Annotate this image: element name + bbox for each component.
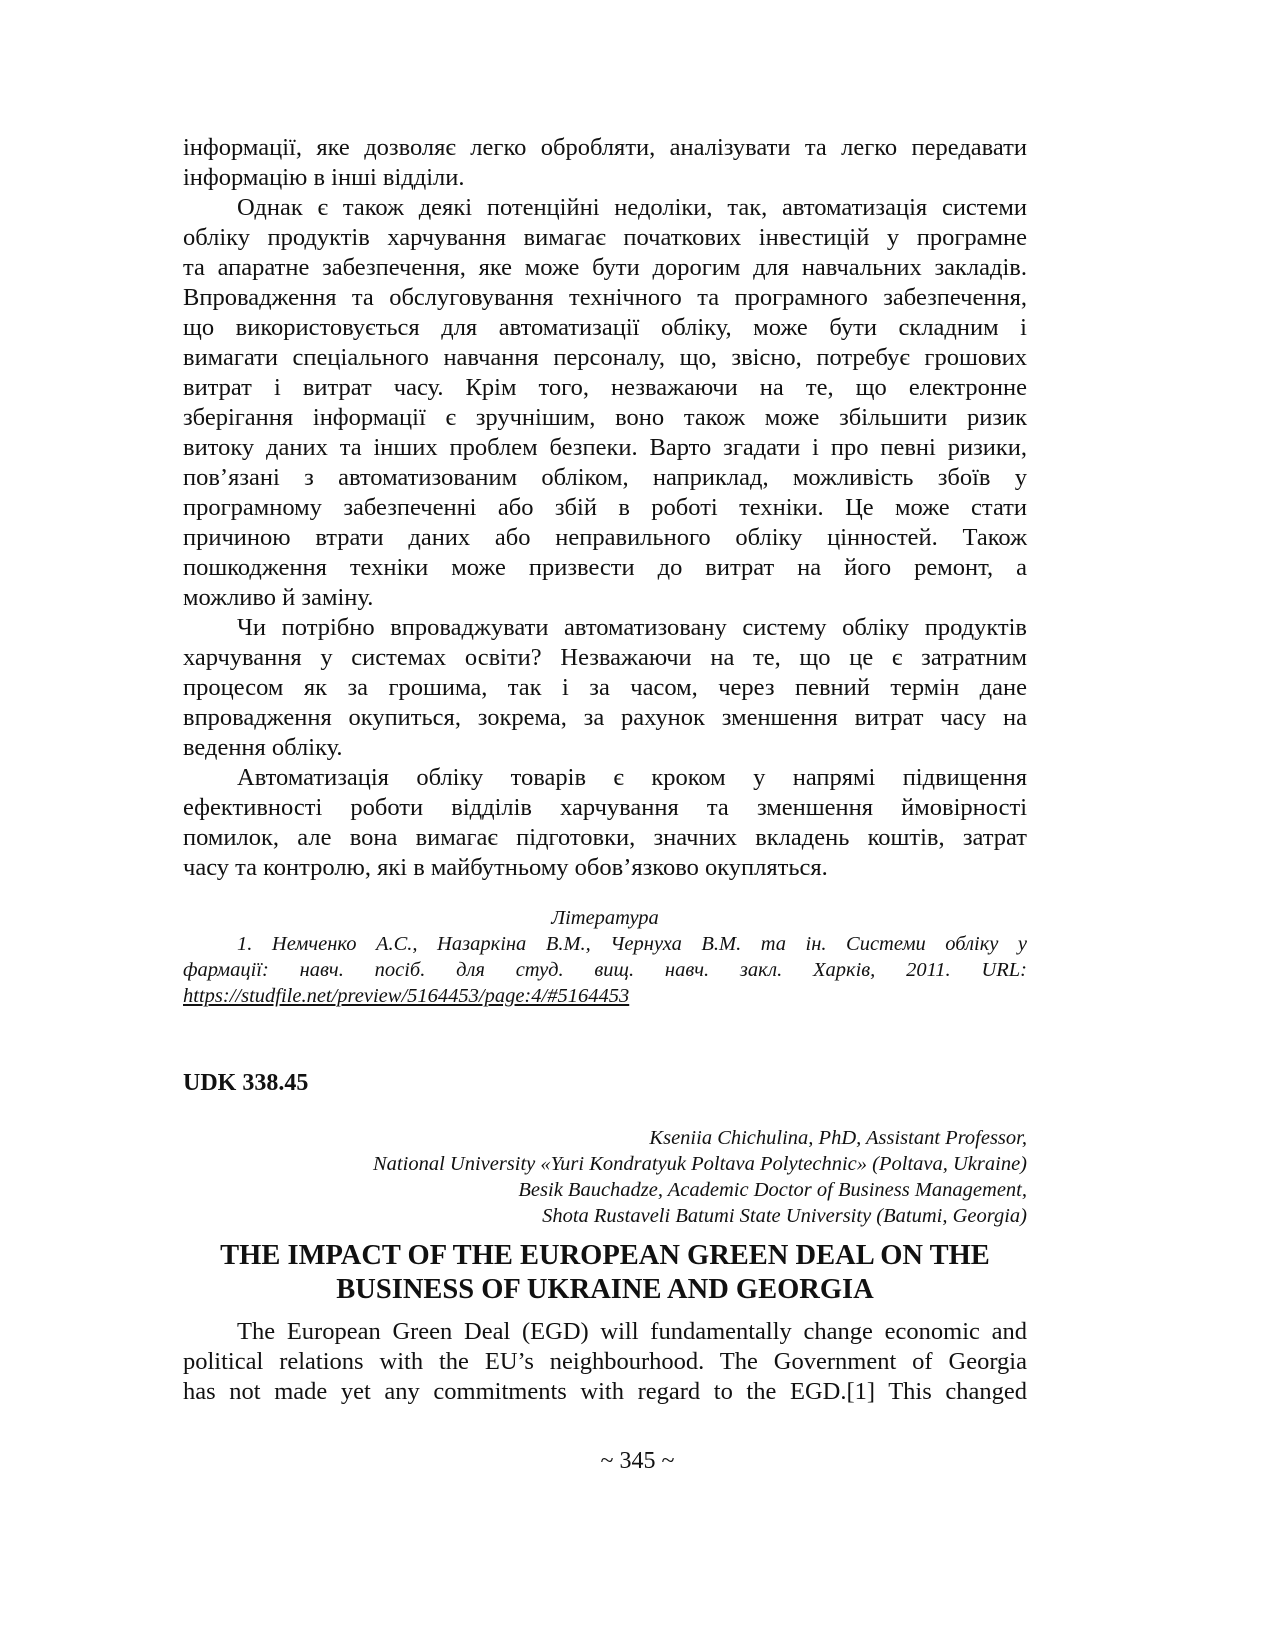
text-line: харчування у системах освіти? Незважаючи на те, що це є затратним [183,644,1027,671]
reference-line: 1. Немченко А.С., Назаркіна В.М., Чернуха В.М. та ін. Системи обліку у [237,933,1027,955]
authors [183,1125,1027,1229]
author-line: Kseniia Chichulina, PhD, Assistant Professor, [649,1127,1027,1149]
paragraph [183,763,1027,883]
text-line: витоку даних та інших проблем безпеки. Варто згадати і про певні ризики, [183,434,1027,461]
paragraph [183,133,1027,193]
body-line: has not made yet any commitments with regard to the EGD.[1] This changed [183,1378,1027,1405]
page-number: ~ 345 ~ [600,1448,675,1474]
body-line: The European Green Deal (EGD) will fundamentally change economic and [237,1318,1027,1345]
text-line: Однак є також деякі потенційні недоліки, так, автоматизація системи [237,194,1027,221]
text-line: Впровадження та обслуговування технічного та програмного забезпечення, [183,284,1027,311]
text-line: вимагати спеціального навчання персоналу, що, звісно, потребує грошових [183,344,1027,371]
text-line: інформацію в інші відділи. [183,164,465,191]
text-line: витрат і витрат часу. Крім того, незважаючи на те, що електронне [183,374,1027,401]
text-line: що використовується для автоматизації обліку, може бути складним і [183,314,1027,341]
text-line: ведення обліку. [183,734,343,761]
text-line: зберігання інформації є зручнішим, воно також може збільшити ризик [183,404,1027,431]
article-title-line: BUSINESS OF UKRAINE AND GEORGIA [336,1274,874,1305]
text-line: впровадження окупиться, зокрема, за рахунок зменшення витрат часу на [183,704,1027,731]
text-line: можливо й заміну. [183,584,374,611]
text-line: та апаратне забезпечення, яке може бути дорогим для навчальних закладів. [183,254,1027,281]
reference-url-link[interactable]: https://studfile.net/preview/5164453/page:4/#5164453 [183,985,630,1007]
text-line: обліку продуктів харчування вимагає початкових інвестицій у програмне [183,224,1027,251]
author-line: Shota Rustaveli Batumi State University (Batumi, Georgia) [542,1205,1027,1227]
author-line: Besik Bauchadze, Academic Doctor of Business Management, [518,1179,1027,1201]
text-line: інформації, яке дозволяє легко обробляти, аналізувати та легко передавати [183,134,1027,161]
paragraph [183,613,1027,763]
author-line: National University «Yuri Kondratyuk Poltava Polytechnic» (Poltava, Ukraine) [373,1153,1027,1175]
text-line: ефективності роботи відділів харчування та зменшення ймовірності [183,794,1027,821]
text-line: пов’язані з автоматизованим обліком, наприклад, можливість збоїв у [183,464,1027,491]
text-line: пошкодження техніки може призвести до витрат на його ремонт, а [183,554,1027,581]
text-line: Автоматизація обліку товарів є кроком у напрямі підвищення [237,764,1027,791]
body-line: political relations with the EU’s neighbourhood. The Government of Georgia [183,1348,1027,1375]
udk-code: UDK 338.45 [183,1070,309,1096]
text-line: процесом як за грошима, так і за часом, через певний термін дане [183,674,1027,701]
ukrainian-text [183,133,1027,883]
text-line: Чи потрібно впроваджувати автоматизовану систему обліку продуктів [237,614,1027,641]
article-title-line: THE IMPACT OF THE EUROPEAN GREEN DEAL ON THE [220,1240,990,1271]
text-line: часу та контролю, які в майбутньому обов’язково окупляться. [183,854,828,881]
article-title [183,1239,1027,1307]
literature-section [183,905,1027,1009]
text-line: причиною втрати даних або неправильного обліку цінностей. Також [183,524,1027,551]
article-body [183,1317,1027,1407]
text-line: програмному забезпеченні або збій в роботі техніки. Це може стати [183,494,1027,521]
paragraph [183,193,1027,613]
literature-heading: Література [551,907,659,929]
reference-line: фармації: навч. посіб. для студ. вищ. навч. закл. Харків, 2011. URL: [183,959,1027,981]
text-line: помилок, але вона вимагає підготовки, значних вкладень коштів, затрат [183,824,1027,851]
